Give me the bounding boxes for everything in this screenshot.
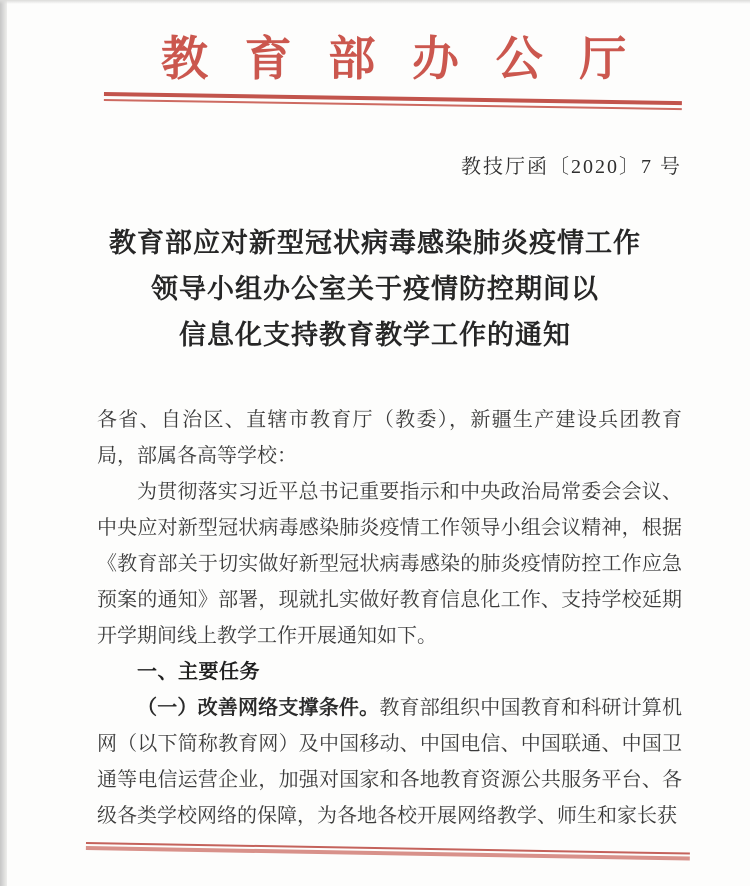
salutation: 各省、自治区、直辖市教育厅（教委），新疆生产建设兵团教育局，部属各高等学校： xyxy=(97,409,682,467)
document-body xyxy=(97,402,682,834)
letterhead-org-name: 教育部办公厅 xyxy=(161,34,663,86)
document-title xyxy=(0,220,750,358)
title-line-3: 信息化支持教育教学工作的通知 xyxy=(179,320,571,350)
scan-edge-top xyxy=(0,0,750,4)
scan-edge-left xyxy=(0,0,7,886)
title-line-1: 教育部应对新型冠状病毒感染肺炎疫情工作 xyxy=(109,228,641,258)
bottom-divider-rule xyxy=(86,842,690,861)
title-line-2: 领导小组办公室关于疫情防控期间以 xyxy=(151,274,599,304)
item-1-lead: （一）改善网络支撑条件。 xyxy=(137,697,380,719)
document-number: 教技厅函〔2020〕7 号 xyxy=(461,156,682,178)
intro-paragraph: 为贯彻落实习近平总书记重要指示和中央政治局常委会会议、中央应对新型冠状病毒感染肺炎疫情工作领导小组会议精神，根据《教育部关于切实做好新型冠状病毒感染的肺炎疫情防控工作应急预案的通知》部署，现就扎实做好教育信息化工作、支持学校延期开学期间线上教学工作开展通知如下。 xyxy=(97,481,682,647)
item-1-text: 教育部组织中国教育和科研计算机网（以下简称教育网）及中国移动、中国电信、中国联通、中国卫通等电信运营企业，加强对国家和各地教育资源公共服务平台、各级各类学校网络的保障，为各地各校开展网络教学、师生和家长获 xyxy=(97,697,683,827)
section-heading: 一、主要任务 xyxy=(137,661,260,683)
item-1-paragraph xyxy=(97,690,682,834)
letterhead-divider-rule xyxy=(104,92,682,110)
